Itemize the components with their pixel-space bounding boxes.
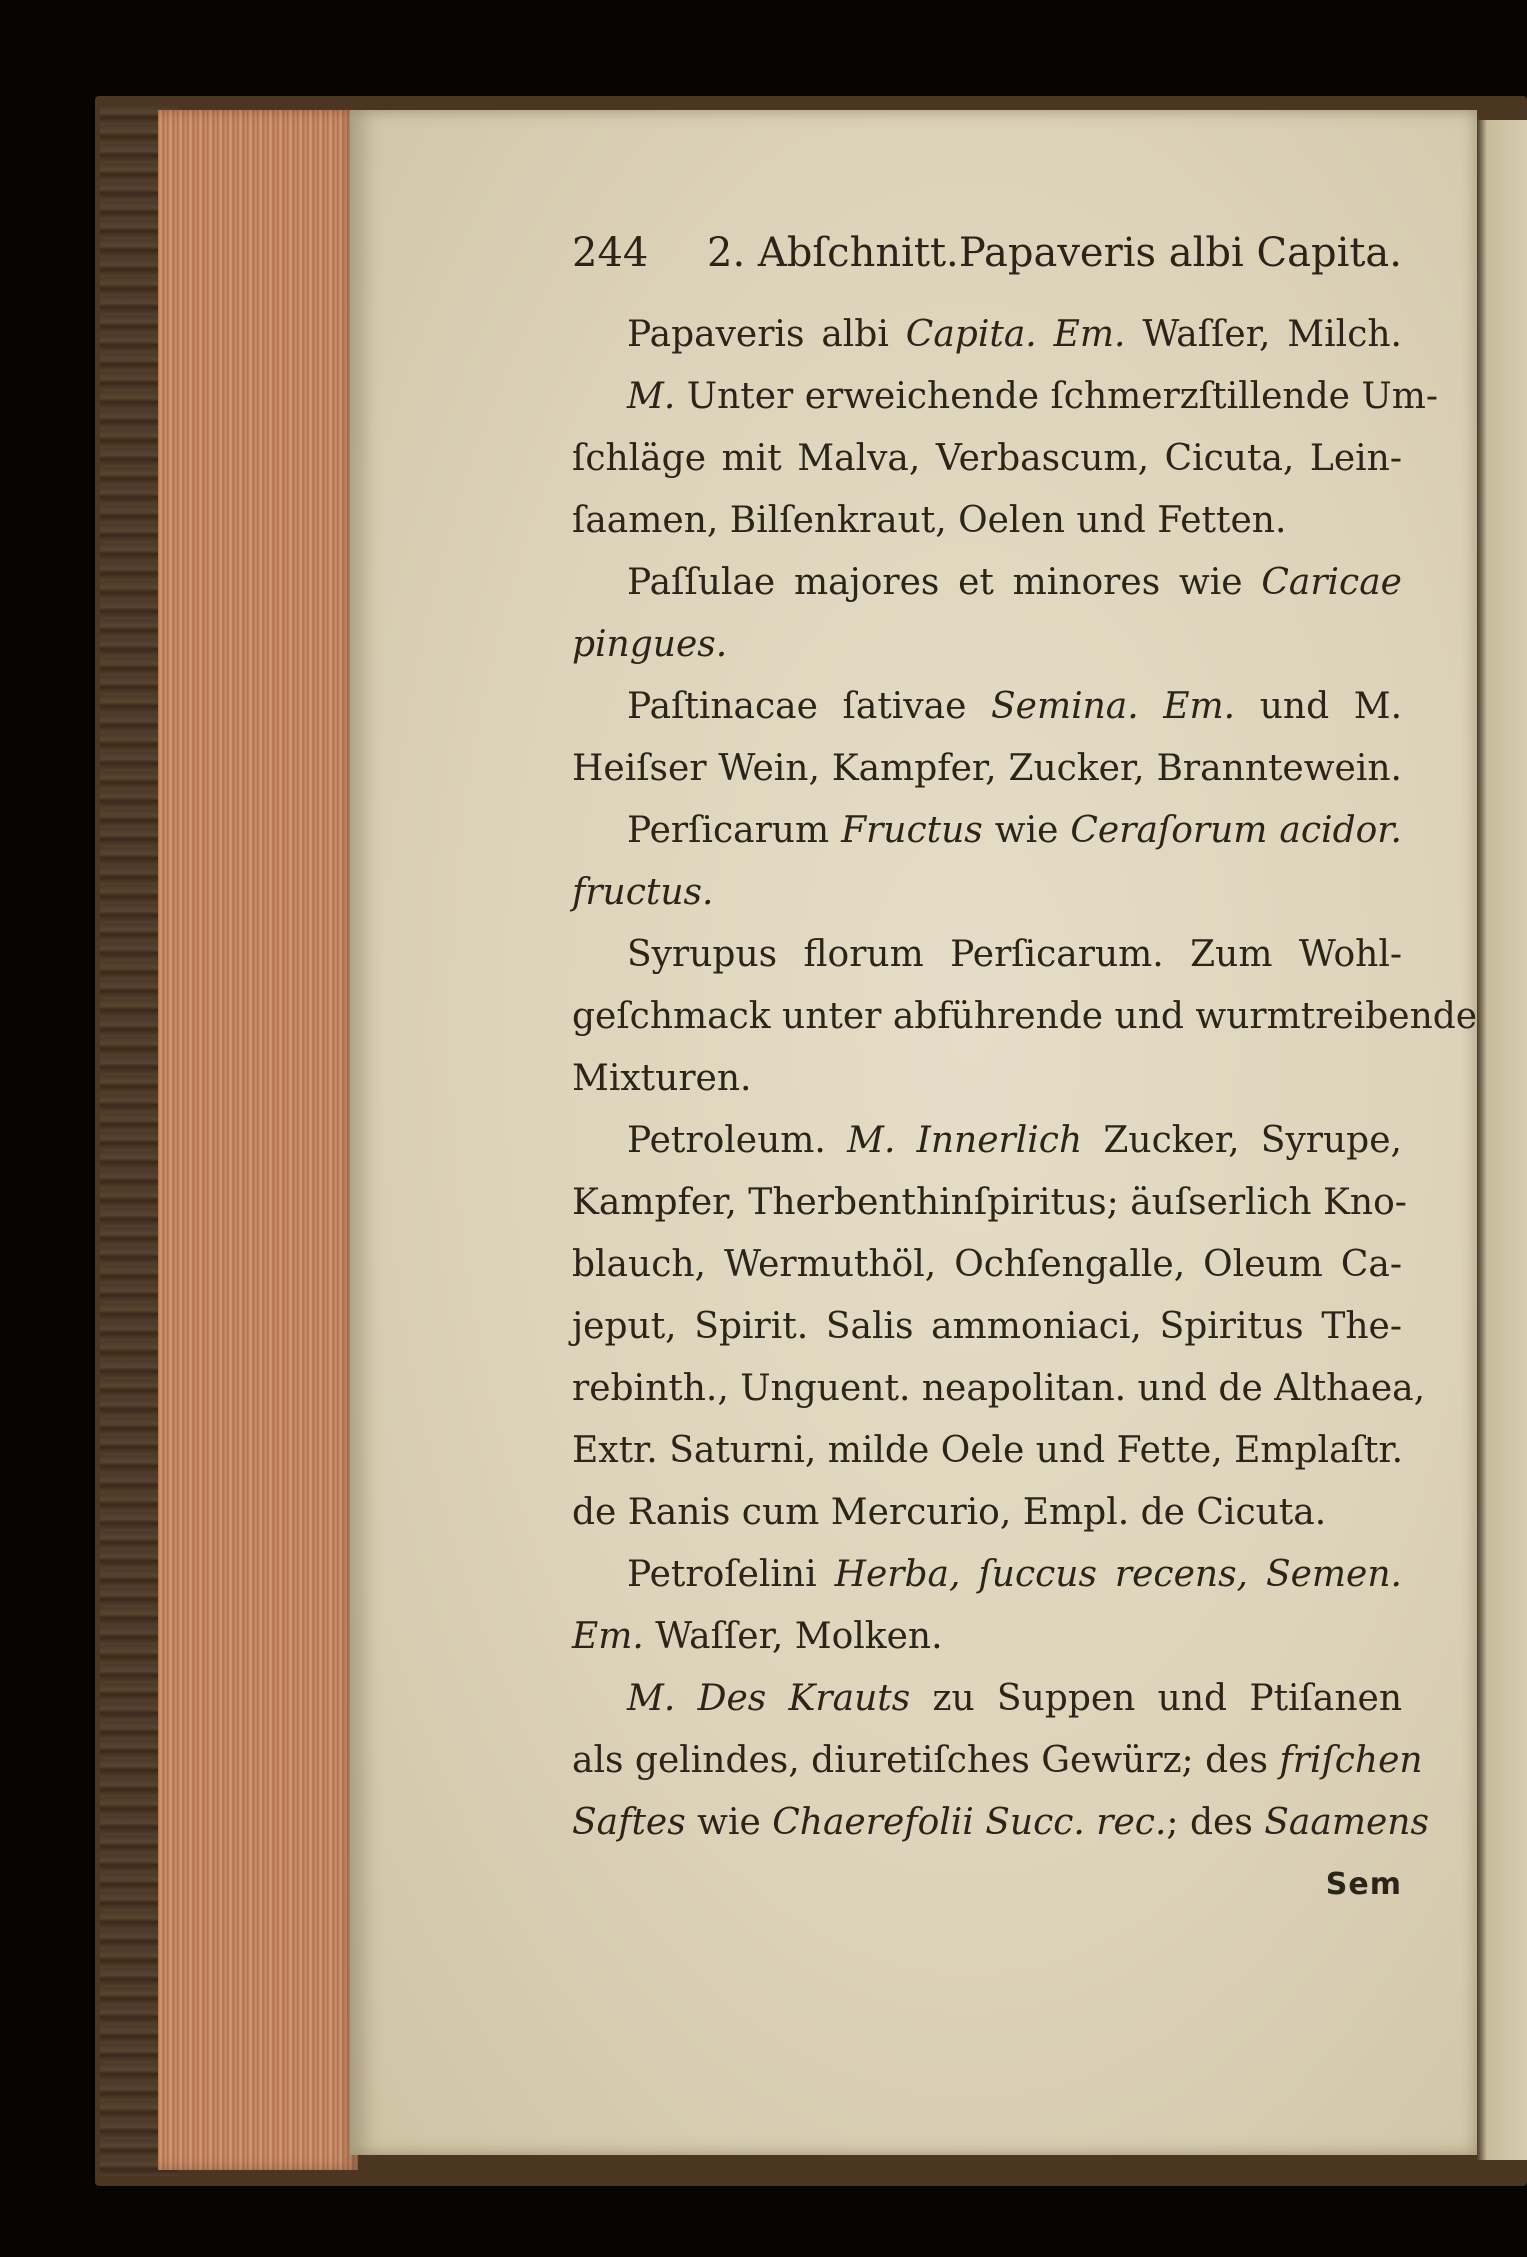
text-line: de Ranis cum Mercurio, Empl. de Cicuta. xyxy=(572,1492,1327,1533)
text-line: Kampfer, Therbenthinſpiritus; äuſserlich Kno- xyxy=(572,1182,1407,1223)
text-line: Perſicarum Fructus wie Ceraſorum acidor. xyxy=(627,810,1402,851)
text-line: jeput, Spirit. Salis ammoniaci, Spiritus The- xyxy=(572,1306,1402,1347)
catchword-line xyxy=(572,1854,1402,1916)
page-edges xyxy=(158,110,358,2170)
text-line: M. Des Krauts zu Suppen und Ptiſanen xyxy=(627,1678,1403,1719)
text-line: ſchläge mit Malva, Verbascum, Cicuta, Lein- xyxy=(572,438,1402,479)
text-line: Syrupus florum Perſicarum. Zum Wohl- xyxy=(627,934,1402,975)
catchword: Sem xyxy=(1325,1867,1402,1902)
running-header xyxy=(572,222,1402,282)
text-line: Petroſelini Herba, ſuccus recens, Semen. xyxy=(627,1554,1402,1595)
running-title: Papaveris albi Capita. xyxy=(958,230,1402,276)
text-line: ſaamen, Bilſenkraut, Oelen und Fetten. xyxy=(572,500,1287,541)
page-text xyxy=(572,222,1478,1916)
text-line: Mixturen. xyxy=(572,1058,752,1099)
text-line: Paſtinacae ſativae Semina. Em. und M. xyxy=(627,686,1403,727)
text-line: pingues. xyxy=(572,624,728,665)
facing-page-edge xyxy=(1477,120,1527,2160)
text-line: M. Unter erweichende ſchmerzſtillende Um- xyxy=(627,376,1439,417)
text-line: Saftes wie Chaerefolii Succ. rec.; des Saamens xyxy=(572,1802,1429,1843)
text-line: Papaveris albi Capita. Em. Waſſer, Milch. xyxy=(627,314,1402,355)
text-line: geſchmack unter abführende und wurmtreibende xyxy=(572,996,1478,1037)
text-line: als gelindes, diuretiſches Gewürz; des friſchen xyxy=(572,1740,1423,1781)
text-line: Heiſser Wein, Kampfer, Zucker, Branntewein. xyxy=(572,748,1402,789)
page-number: 244 xyxy=(572,230,649,276)
text-line: Extr. Saturni, milde Oele und Fette, Emplaſtr. xyxy=(572,1430,1404,1471)
section-title: 2. Abſchnitt. xyxy=(707,230,959,276)
text-line: blauch, Wermuthöl, Ochſengalle, Oleum Ca- xyxy=(572,1244,1402,1285)
text-line: rebinth., Unguent. neapolitan. und de Althaea, xyxy=(572,1368,1426,1409)
text-line: fructus. xyxy=(572,872,714,913)
text-line: Paſſulae majores et minores wie Caricae xyxy=(627,562,1402,603)
text-line: Em. Waſſer, Molken. xyxy=(572,1616,943,1657)
text-line: Petroleum. M. Innerlich Zucker, Syrupe, xyxy=(627,1120,1402,1161)
